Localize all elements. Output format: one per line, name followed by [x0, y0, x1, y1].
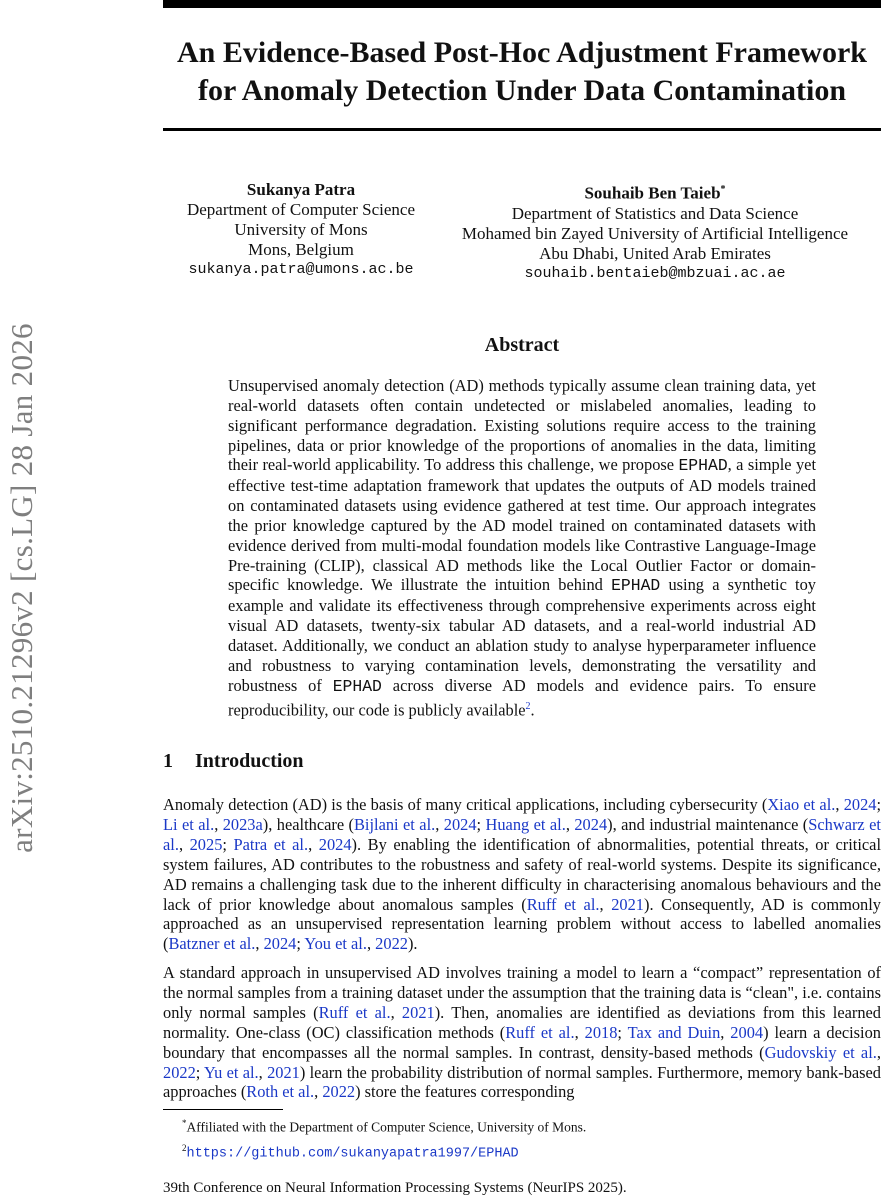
section-title: Introduction: [195, 750, 304, 772]
author-email[interactable]: sukanya.patra@umons.ac.be: [188, 261, 414, 278]
citation-link[interactable]: Yu et al.: [204, 1062, 259, 1082]
citation-link[interactable]: 2024: [263, 934, 297, 954]
citation-link[interactable]: Ruff et al.: [526, 894, 600, 914]
author-location: Mons, Belgium: [248, 240, 354, 259]
abstract-heading: Abstract: [484, 334, 560, 356]
footnote-marker: 2: [182, 1142, 187, 1153]
abstract-text: Unsupervised anomaly detection (AD) methods typically assume clean training data, yet real-world datasets often contain undetected or mislabeled anomalies, leading to significant performance degradation. Existing solutions require access to the training pipelines, data or prior knowledge of the proportions of anomalies in the data, limiting their real-world applicability. To address this challenge, we propose EPHAD, a simple yet effective test-time adaptation framework that updates the outputs of AD models trained on contaminated datasets using evidence gathered at test time. Our approach integrates the prior knowledge captured by the AD model trained on contaminated datasets with evidence derived from multi-modal foundation models like Contrastive Language-Image Pre-training (CLIP), classical AD methods like the Local Outlier Factor or domain-specific knowledge. We illustrate the intuition behind EPHAD using a synthetic toy example and validate its effectiveness through comprehensive experiments across eight visual AD datasets, twenty-six tabular AD datasets, and a real-world industrial AD dataset. Additionally, we conduct an ablation study to analyse hyperparameter influence and robustness to varying contamination levels, demonstrating the versatility and robustness of EPHAD across diverse AD models and evidence pairs. To ensure reproducibility, our code is publicly available$^2$.: [228, 376, 816, 719]
method-name: EPHAD: [611, 576, 661, 596]
paragraph: Anomaly detection (AD) is the basis of many critical applications, including cybersecurity (Xiao et al., 2024; Li et al., 2023a), healthcare (Bijlani et al., 2024; Huang et al., 2024), and industrial maintenance (Schwarz et al., 2025; Patra et al., 2024). By enabling the identification of abnormalities, potential threats, or critical system failures, AD contributes to the robustness and safety of real-world systems. Despite its significance, AD remains a challenging task due to the inherent difficulty in characterising anomalous behaviours and the lack of prior knowledge about anomalous samples (Ruff et al., 2021). Consequently, AD is commonly approached as an unsupervised representation learning problem without access to labelled anomalies (Batzner et al., 2024; You et al., 2022).: [163, 795, 882, 954]
author-location: Abu Dhabi, United Arab Emirates: [539, 243, 771, 263]
title-top-rule: [163, 0, 881, 8]
citation-link[interactable]: Schwarz et al.: [163, 814, 881, 854]
footnote-marker[interactable]: 2: [525, 700, 531, 712]
citation-link[interactable]: 2023a: [222, 814, 263, 834]
code-repository-link[interactable]: https://github.com/sukanyapatra1997/EPHAD: [186, 1146, 519, 1161]
author-institution: Mohamed bin Zayed University of Artificial Intelligence: [461, 223, 849, 243]
citation-link[interactable]: 2004: [730, 1022, 764, 1042]
author-department: Department of Computer Science: [186, 200, 415, 219]
citation-link[interactable]: 2022: [322, 1082, 356, 1102]
author-name: Sukanya Patra: [246, 180, 356, 199]
citation-link[interactable]: Li et al.: [163, 814, 215, 834]
footnote: [182, 1138, 586, 1165]
citation-link[interactable]: 2018: [584, 1022, 618, 1042]
citation-link[interactable]: Ruff et al.: [318, 1002, 391, 1022]
author-institution: University of Mons: [234, 220, 368, 239]
author-block: [160, 180, 442, 280]
section-heading: [163, 750, 304, 773]
paper-title: An Evidence-Based Post-Hoc Adjustment Framework for Anomaly Detection Under Data Contamination: [177, 36, 867, 107]
footnote: [182, 1113, 586, 1138]
citation-link[interactable]: 2024: [443, 814, 477, 834]
paragraph: A standard approach in unsupervised AD involves training a model to learn a “compact” representation of the normal samples from a training dataset under the assumption that the training data is “clean", i.e. contains only normal samples (Ruff et al., 2021). Then, anomalies are identified as deviations from this learned normality. One-class (OC) classification methods (Ruff et al., 2018; Tax and Duin, 2004) learn a decision boundary that encompasses all the normal samples. In contrast, density-based methods (Gudovskiy et al., 2022; Yu et al., 2021) learn the probability distribution of normal samples. Furthermore, memory bank-based approaches (Roth et al., 2022) store the features corresponding: [163, 963, 882, 1102]
footnote-rule: [163, 1109, 283, 1110]
footnotes: [182, 1113, 586, 1164]
citation-link[interactable]: 2021: [267, 1062, 300, 1082]
footnote-text: Affiliated with the Department of Computer Science, University of Mons.: [186, 1119, 587, 1135]
citation-link[interactable]: Gudovskiy et al.: [764, 1042, 877, 1062]
citation-link[interactable]: Bijlani et al.: [353, 814, 436, 834]
author-department: Department of Statistics and Data Science: [511, 203, 799, 223]
footnote-marker[interactable]: *: [720, 184, 726, 195]
citation-link[interactable]: Ruff et al.: [505, 1022, 575, 1042]
venue-footer: 39th Conference on Neural Information Processing Systems (NeurIPS 2025).: [163, 1180, 627, 1196]
citation-link[interactable]: 2022: [163, 1062, 196, 1082]
citation-link[interactable]: Patra et al.: [233, 834, 309, 854]
title-bottom-rule: [163, 128, 881, 131]
citation-link[interactable]: You et al.: [304, 934, 367, 954]
citation-link[interactable]: Batzner et al.: [168, 934, 256, 954]
method-name: EPHAD: [678, 456, 728, 476]
citation-link[interactable]: 2022: [375, 934, 408, 954]
citation-link[interactable]: 2024: [574, 814, 608, 834]
author-email[interactable]: souhaib.bentaieb@mbzuai.ac.ae: [524, 264, 786, 282]
author-block: [440, 180, 870, 284]
citation-link[interactable]: 2024: [843, 795, 877, 814]
method-name: EPHAD: [332, 676, 382, 696]
citation-link[interactable]: 2021: [611, 894, 644, 914]
citation-link[interactable]: 2021: [401, 1002, 435, 1022]
citation-link[interactable]: 2025: [189, 834, 223, 854]
author-name: Souhaib Ben Taieb*: [584, 183, 726, 203]
citation-link[interactable]: Tax and Duin: [627, 1022, 721, 1042]
citation-link[interactable]: 2024: [318, 834, 352, 854]
citation-link[interactable]: Huang et al.: [485, 814, 566, 834]
arxiv-identifier: arXiv:2510.21296v2 [cs.LG] 28 Jan 2026: [4, 323, 39, 853]
citation-link[interactable]: Xiao et al.: [767, 795, 836, 814]
citation-link[interactable]: Roth et al.: [246, 1082, 315, 1102]
section-number: 1: [163, 750, 173, 772]
footnote-marker: *: [182, 1118, 187, 1128]
